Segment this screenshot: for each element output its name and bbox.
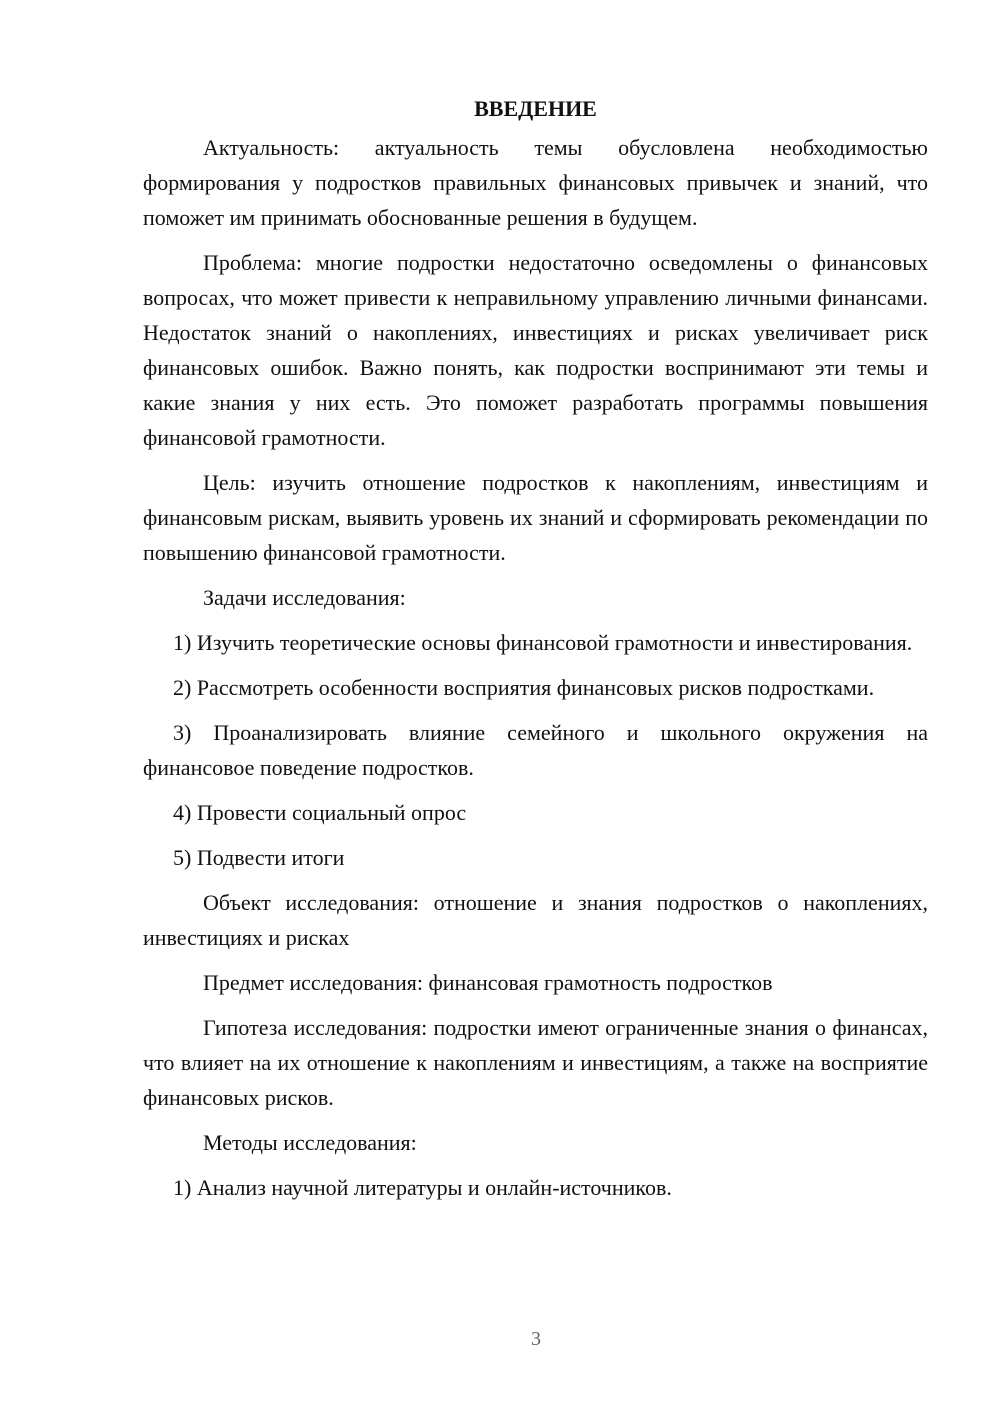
paragraph-problem: Проблема: многие подростки недостаточно осведомлены о финансовых вопросах, что может привести к неправильному управлению личными финансами. Недостаток знаний о накоплениях, инвестициях и рисках увеличивает риск финансовых ошибок. Важно понять, как подростки воспринимают эти темы и какие знания у них есть. Это поможет разработать программы повышения финансовой грамотности. bbox=[143, 250, 928, 450]
paragraph-goal: Цель: изучить отношение подростков к накоплениям, инвестициям и финансовым рискам, выявить уровень их знаний и сформировать рекомендации по повышению финансовой грамотности. bbox=[143, 470, 928, 565]
paragraph-hypothesis: Гипотеза исследования: подростки имеют ограниченные знания о финансах, что влияет на их отношение к накоплениям и инвестициям, а также на восприятие финансовых рисков. bbox=[143, 1015, 928, 1110]
list-item-method-1: 1) Анализ научной литературы и онлайн-источников. bbox=[173, 1175, 672, 1200]
page-title: ВВЕДЕНИЕ bbox=[474, 96, 597, 121]
paragraph-tasks-heading: Задачи исследования: bbox=[203, 585, 406, 610]
list-item-task-5: 5) Подвести итоги bbox=[173, 845, 345, 870]
paragraph-relevance: Актуальность: актуальность темы обусловлена необходимостью формирования у подростков правильных финансовых привычек и знаний, что поможет им принимать обоснованные решения в будущем. bbox=[143, 135, 928, 230]
page-number: 3 bbox=[531, 1328, 541, 1350]
paragraph-methods-heading: Методы исследования: bbox=[203, 1130, 417, 1155]
document-page bbox=[143, 92, 928, 1215]
list-item-task-4: 4) Провести социальный опрос bbox=[173, 800, 467, 825]
list-item-task-2: 2) Рассмотреть особенности восприятия финансовых рисков подростками. bbox=[173, 675, 875, 700]
list-item-task-1: 1) Изучить теоретические основы финансовой грамотности и инвестирования. bbox=[173, 630, 913, 655]
paragraph-object: Объект исследования: отношение и знания подростков о накоплениях, инвестициях и рисках bbox=[143, 890, 928, 950]
paragraph-subject: Предмет исследования: финансовая грамотность подростков bbox=[203, 970, 773, 995]
list-item-task-3: 3) Проанализировать влияние семейного и школьного окружения на финансовое поведение подростков. bbox=[143, 720, 928, 780]
